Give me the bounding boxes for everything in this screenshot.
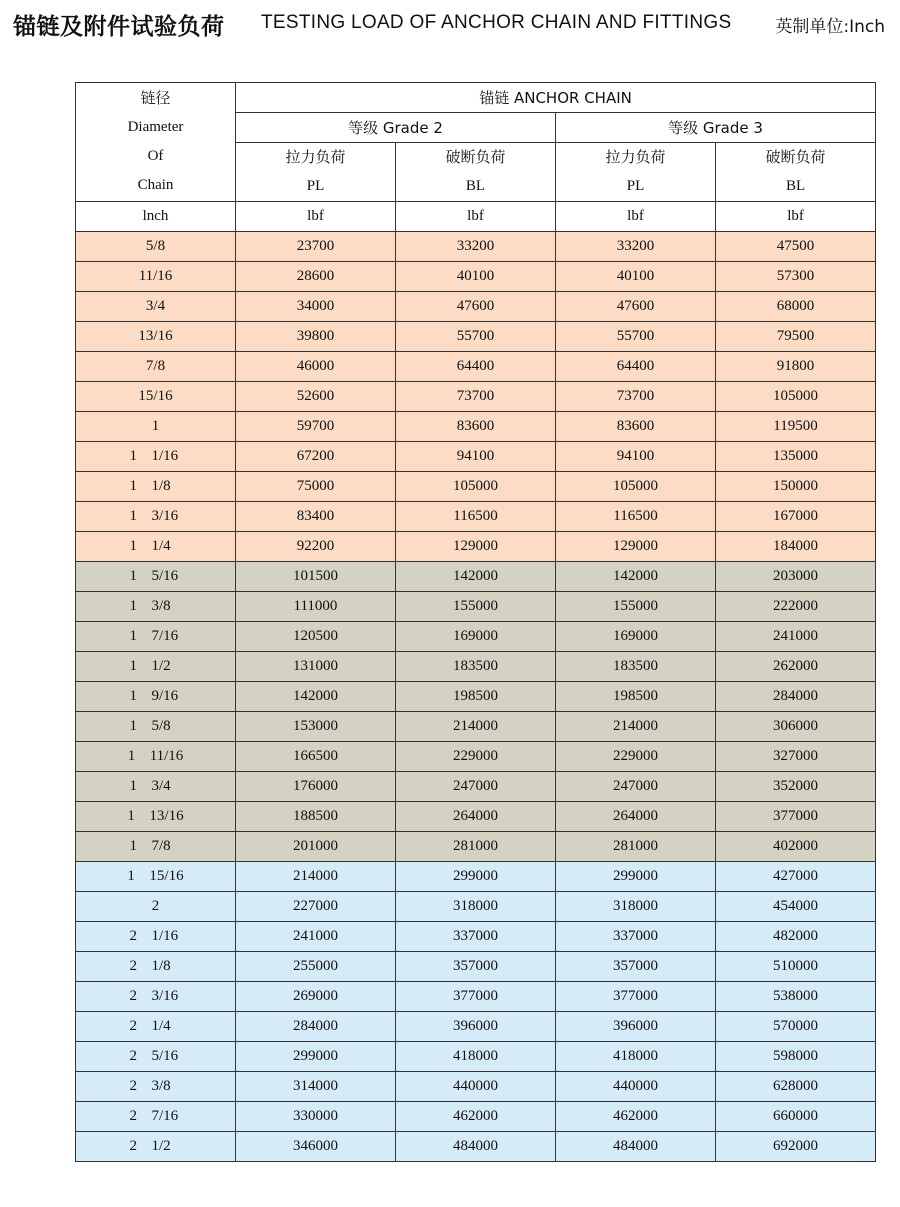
grade2-bl-cell: 40100 — [396, 262, 556, 292]
grade2-pl-cell: 299000 — [236, 1042, 396, 1072]
grade2-pl-cell: 92200 — [236, 532, 396, 562]
grade3-bl-cell: 510000 — [716, 952, 876, 982]
table-row — [76, 412, 876, 442]
grade2-pl-cell: 241000 — [236, 922, 396, 952]
title-english: TESTING LOAD OF ANCHOR CHAIN AND FITTINGS — [261, 12, 732, 33]
grade2-pl-cell: 34000 — [236, 292, 396, 322]
diameter-fraction: 15/16 — [138, 388, 173, 404]
grade2-pl-cell: 201000 — [236, 832, 396, 862]
grade3-bl-cell: 203000 — [716, 562, 876, 592]
grade2-bl-cell: 64400 — [396, 352, 556, 382]
grade3-bl-cell: 57300 — [716, 262, 876, 292]
grade2-bl-cell: 396000 — [396, 1012, 556, 1042]
diameter-cell — [76, 802, 236, 832]
grade3-bl-cell: 692000 — [716, 1132, 876, 1162]
grade3-pl-header — [556, 143, 716, 202]
diameter-whole: 2 — [129, 1048, 137, 1064]
diameter-fraction: 1/2 — [151, 1138, 171, 1154]
diameter-fraction: 13/16 — [149, 808, 184, 824]
grade2-bl-cell: 94100 — [396, 442, 556, 472]
grade3-bl-cell: 306000 — [716, 712, 876, 742]
diameter-cell — [76, 682, 236, 712]
table-row — [76, 922, 876, 952]
diameter-whole: 1 — [129, 568, 137, 584]
grade2-bl-cell: 281000 — [396, 832, 556, 862]
diameter-cell — [76, 292, 236, 322]
grade2-pl-header — [236, 143, 396, 202]
diameter-cell — [76, 1072, 236, 1102]
grade3-header: 等级 Grade 3 — [556, 113, 876, 143]
grade3-pl-cell: 129000 — [556, 532, 716, 562]
grade2-bl-cell: 318000 — [396, 892, 556, 922]
diameter-fraction: 5/16 — [151, 1048, 179, 1064]
grade3-pl-cell: 418000 — [556, 1042, 716, 1072]
grade2-bl-cell: 377000 — [396, 982, 556, 1012]
grade3-bl-cell: 150000 — [716, 472, 876, 502]
grade2-pl-cell: 120500 — [236, 622, 396, 652]
table-row — [76, 322, 876, 352]
diameter-cell — [76, 592, 236, 622]
grade2-pl-cell: 330000 — [236, 1102, 396, 1132]
grade3-pl-cell: 142000 — [556, 562, 716, 592]
grade2-bl-cell: 357000 — [396, 952, 556, 982]
diameter-cell — [76, 742, 236, 772]
diameter-whole: 2 — [129, 958, 137, 974]
diameter-header — [76, 83, 236, 202]
grade2-pl-cell: 227000 — [236, 892, 396, 922]
grade2-bl-cell: 169000 — [396, 622, 556, 652]
diameter-header-en-2: Of — [147, 148, 164, 164]
table-row — [76, 472, 876, 502]
grade2-bl-cell: 462000 — [396, 1102, 556, 1132]
grade3-bl-cell: 184000 — [716, 532, 876, 562]
diameter-cell — [76, 1132, 236, 1162]
diameter-whole: 1 — [129, 478, 137, 494]
diameter-fraction: 7/16 — [151, 1108, 179, 1124]
diameter-whole: 2 — [129, 1138, 137, 1154]
grade2-bl-cell: 105000 — [396, 472, 556, 502]
diameter-fraction: 1/4 — [151, 538, 171, 554]
diameter-cell — [76, 982, 236, 1012]
diameter-fraction: 1/8 — [151, 958, 171, 974]
diameter-fraction: 11/16 — [149, 748, 184, 764]
grade3-pl-cell: 281000 — [556, 832, 716, 862]
grade2-pl-cell: 59700 — [236, 412, 396, 442]
grade3-pl-cell: 440000 — [556, 1072, 716, 1102]
diameter-whole: 1 — [129, 448, 137, 464]
grade2-pl-cell: 111000 — [236, 592, 396, 622]
diameter-whole: 2 — [151, 898, 160, 914]
diameter-whole: 1 — [129, 598, 137, 614]
diameter-fraction: 3/8 — [151, 598, 171, 614]
unit-load: lbf — [716, 202, 876, 232]
grade2-pl-cell: 176000 — [236, 772, 396, 802]
diameter-fraction: 5/16 — [151, 568, 179, 584]
bl-en-label: BL — [785, 178, 806, 194]
diameter-cell — [76, 622, 236, 652]
grade3-pl-cell: 484000 — [556, 1132, 716, 1162]
diameter-fraction: 7/8 — [145, 358, 166, 374]
bl-cn-label: 破断负荷 — [765, 148, 826, 166]
unit-label: 英制单位:Inch — [775, 17, 885, 37]
grade3-pl-cell: 229000 — [556, 742, 716, 772]
grade3-pl-cell: 94100 — [556, 442, 716, 472]
grade2-bl-cell: 299000 — [396, 862, 556, 892]
grade2-bl-cell: 129000 — [396, 532, 556, 562]
diameter-cell — [76, 442, 236, 472]
grade3-bl-cell: 598000 — [716, 1042, 876, 1072]
grade2-bl-cell: 264000 — [396, 802, 556, 832]
grade2-bl-cell: 47600 — [396, 292, 556, 322]
diameter-whole: 1 — [129, 508, 137, 524]
diameter-whole: 1 — [127, 808, 135, 824]
table-row — [76, 712, 876, 742]
diameter-cell — [76, 262, 236, 292]
diameter-fraction: 3/4 — [145, 298, 166, 314]
table-row — [76, 1132, 876, 1162]
diameter-header-en-1: Diameter — [127, 119, 184, 135]
grade2-pl-cell: 214000 — [236, 862, 396, 892]
diameter-fraction: 1/16 — [151, 448, 179, 464]
grade3-bl-cell: 454000 — [716, 892, 876, 922]
grade3-pl-cell: 116500 — [556, 502, 716, 532]
grade2-pl-cell: 46000 — [236, 352, 396, 382]
table-row — [76, 532, 876, 562]
grade3-pl-cell: 198500 — [556, 682, 716, 712]
diameter-cell — [76, 412, 236, 442]
grade3-bl-cell: 91800 — [716, 352, 876, 382]
grade2-bl-cell: 247000 — [396, 772, 556, 802]
diameter-cell — [76, 382, 236, 412]
page-header — [13, 6, 885, 40]
diameter-cell — [76, 772, 236, 802]
table-row — [76, 652, 876, 682]
diameter-whole: 2 — [129, 1108, 137, 1124]
diameter-cell — [76, 922, 236, 952]
diameter-whole: 1 — [129, 778, 137, 794]
grade2-bl-cell: 484000 — [396, 1132, 556, 1162]
grade3-pl-cell: 105000 — [556, 472, 716, 502]
pl-en-label: PL — [306, 178, 325, 194]
table-row — [76, 442, 876, 472]
table-row — [76, 802, 876, 832]
pl-en-label: PL — [626, 178, 645, 194]
diameter-whole: 1 — [129, 718, 137, 734]
grade2-pl-cell: 39800 — [236, 322, 396, 352]
table-row — [76, 742, 876, 772]
diameter-fraction: 1/2 — [151, 658, 171, 674]
diameter-fraction: 9/16 — [151, 688, 179, 704]
diameter-whole: 2 — [129, 988, 137, 1004]
grade3-pl-cell: 357000 — [556, 952, 716, 982]
unit-load: lbf — [396, 202, 556, 232]
grade3-pl-cell: 83600 — [556, 412, 716, 442]
grade2-pl-cell: 75000 — [236, 472, 396, 502]
table-row — [76, 382, 876, 412]
grade2-pl-cell: 83400 — [236, 502, 396, 532]
unit-load: lbf — [556, 202, 716, 232]
grade2-bl-cell: 440000 — [396, 1072, 556, 1102]
grade2-bl-cell: 418000 — [396, 1042, 556, 1072]
pl-cn-label: 拉力负荷 — [285, 148, 346, 166]
diameter-cell — [76, 352, 236, 382]
grade2-pl-cell: 269000 — [236, 982, 396, 1012]
unit-diameter: lnch — [76, 202, 236, 232]
grade3-pl-cell: 318000 — [556, 892, 716, 922]
grade2-pl-cell: 131000 — [236, 652, 396, 682]
grade2-pl-cell: 67200 — [236, 442, 396, 472]
table-row — [76, 772, 876, 802]
diameter-fraction: 7/8 — [151, 838, 171, 854]
grade3-bl-cell: 570000 — [716, 1012, 876, 1042]
grade2-bl-cell: 198500 — [396, 682, 556, 712]
table-row — [76, 952, 876, 982]
table-row — [76, 232, 876, 262]
grade2-pl-cell: 314000 — [236, 1072, 396, 1102]
diameter-header-cn: 链径 — [140, 89, 171, 107]
table-row — [76, 502, 876, 532]
table-row — [76, 592, 876, 622]
table-row — [76, 1102, 876, 1132]
diameter-fraction: 1/8 — [151, 478, 171, 494]
bl-cn-label: 破断负荷 — [445, 148, 506, 166]
grade3-bl-cell: 327000 — [716, 742, 876, 772]
grade2-bl-cell: 73700 — [396, 382, 556, 412]
grade2-pl-cell: 346000 — [236, 1132, 396, 1162]
grade2-bl-cell: 116500 — [396, 502, 556, 532]
diameter-fraction: 1/16 — [151, 928, 179, 944]
table-row — [76, 892, 876, 922]
diameter-whole: 1 — [129, 688, 137, 704]
diameter-cell — [76, 562, 236, 592]
grade2-pl-cell: 101500 — [236, 562, 396, 592]
diameter-cell — [76, 952, 236, 982]
grade2-bl-cell: 337000 — [396, 922, 556, 952]
grade2-bl-cell: 142000 — [396, 562, 556, 592]
grade3-pl-cell: 40100 — [556, 262, 716, 292]
diameter-whole: 1 — [127, 748, 136, 764]
grade2-bl-cell: 229000 — [396, 742, 556, 772]
diameter-cell — [76, 532, 236, 562]
grade3-pl-cell: 377000 — [556, 982, 716, 1012]
anchor-chain-load-table — [75, 82, 876, 1162]
diameter-cell — [76, 1012, 236, 1042]
table-row — [76, 1012, 876, 1042]
diameter-fraction: 3/16 — [151, 988, 179, 1004]
grade3-pl-cell: 155000 — [556, 592, 716, 622]
table-row — [76, 832, 876, 862]
grade3-pl-cell: 33200 — [556, 232, 716, 262]
grade2-pl-cell: 284000 — [236, 1012, 396, 1042]
diameter-fraction: 3/8 — [151, 1078, 171, 1094]
diameter-cell — [76, 832, 236, 862]
diameter-whole: 1 — [127, 868, 135, 884]
diameter-cell — [76, 892, 236, 922]
diameter-whole: 1 — [151, 418, 160, 434]
pl-cn-label: 拉力负荷 — [605, 148, 666, 166]
diameter-header-en-3: Chain — [137, 177, 174, 193]
diameter-cell — [76, 1102, 236, 1132]
grade3-bl-cell: 538000 — [716, 982, 876, 1012]
title-chinese: 锚链及附件试验负荷 — [13, 14, 225, 40]
grade3-pl-cell: 64400 — [556, 352, 716, 382]
grade3-bl-cell: 660000 — [716, 1102, 876, 1132]
grade3-bl-cell: 377000 — [716, 802, 876, 832]
grade3-bl-cell: 402000 — [716, 832, 876, 862]
diameter-cell — [76, 472, 236, 502]
grade2-pl-cell: 142000 — [236, 682, 396, 712]
grade3-bl-header — [716, 143, 876, 202]
grade3-pl-cell: 299000 — [556, 862, 716, 892]
grade2-pl-cell: 153000 — [236, 712, 396, 742]
table-row — [76, 622, 876, 652]
diameter-fraction: 5/8 — [145, 238, 166, 254]
grade3-bl-cell: 284000 — [716, 682, 876, 712]
grade3-pl-cell: 264000 — [556, 802, 716, 832]
grade3-pl-cell: 73700 — [556, 382, 716, 412]
grade3-bl-cell: 222000 — [716, 592, 876, 622]
table-row — [76, 1042, 876, 1072]
grade3-bl-cell: 262000 — [716, 652, 876, 682]
grade2-bl-header — [396, 143, 556, 202]
grade3-pl-cell: 247000 — [556, 772, 716, 802]
table-row — [76, 562, 876, 592]
grade3-pl-cell: 47600 — [556, 292, 716, 322]
diameter-whole: 1 — [129, 658, 137, 674]
grade3-bl-cell: 79500 — [716, 322, 876, 352]
table-row — [76, 262, 876, 292]
grade2-pl-cell: 52600 — [236, 382, 396, 412]
table-row — [76, 352, 876, 382]
grade2-header: 等级 Grade 2 — [236, 113, 556, 143]
table-row — [76, 1072, 876, 1102]
grade2-pl-cell: 28600 — [236, 262, 396, 292]
table-row — [76, 292, 876, 322]
grade2-bl-cell: 155000 — [396, 592, 556, 622]
grade2-pl-cell: 255000 — [236, 952, 396, 982]
diameter-cell — [76, 652, 236, 682]
diameter-fraction: 3/16 — [151, 508, 179, 524]
grade3-bl-cell: 628000 — [716, 1072, 876, 1102]
diameter-cell — [76, 322, 236, 352]
grade3-pl-cell: 183500 — [556, 652, 716, 682]
grade3-pl-cell: 169000 — [556, 622, 716, 652]
diameter-fraction: 7/16 — [151, 628, 179, 644]
diameter-fraction: 11/16 — [138, 268, 173, 284]
grade3-pl-cell: 396000 — [556, 1012, 716, 1042]
diameter-whole: 1 — [129, 628, 137, 644]
grade3-pl-cell: 462000 — [556, 1102, 716, 1132]
diameter-whole: 2 — [129, 1018, 137, 1034]
grade2-pl-cell: 166500 — [236, 742, 396, 772]
grade3-bl-cell: 105000 — [716, 382, 876, 412]
diameter-cell — [76, 502, 236, 532]
diameter-fraction: 5/8 — [151, 718, 171, 734]
grade3-pl-cell: 337000 — [556, 922, 716, 952]
grade3-bl-cell: 241000 — [716, 622, 876, 652]
grade3-bl-cell: 482000 — [716, 922, 876, 952]
unit-load: lbf — [236, 202, 396, 232]
diameter-cell — [76, 862, 236, 892]
grade2-bl-cell: 214000 — [396, 712, 556, 742]
grade3-bl-cell: 47500 — [716, 232, 876, 262]
grade3-pl-cell: 55700 — [556, 322, 716, 352]
grade2-bl-cell: 33200 — [396, 232, 556, 262]
grade3-pl-cell: 214000 — [556, 712, 716, 742]
diameter-whole: 2 — [129, 928, 137, 944]
table-row — [76, 862, 876, 892]
grade2-bl-cell: 183500 — [396, 652, 556, 682]
grade2-bl-cell: 55700 — [396, 322, 556, 352]
table-row — [76, 982, 876, 1012]
grade3-bl-cell: 352000 — [716, 772, 876, 802]
diameter-cell — [76, 712, 236, 742]
table-row — [76, 682, 876, 712]
diameter-fraction: 15/16 — [149, 868, 184, 884]
diameter-cell — [76, 232, 236, 262]
diameter-whole: 2 — [129, 1078, 137, 1094]
grade2-pl-cell: 188500 — [236, 802, 396, 832]
diameter-cell — [76, 1042, 236, 1072]
grade3-bl-cell: 119500 — [716, 412, 876, 442]
grade2-pl-cell: 23700 — [236, 232, 396, 262]
diameter-fraction: 3/4 — [151, 778, 171, 794]
diameter-whole: 1 — [129, 838, 137, 854]
grade3-bl-cell: 427000 — [716, 862, 876, 892]
diameter-fraction: 13/16 — [138, 328, 173, 344]
bl-en-label: BL — [465, 178, 486, 194]
grade3-bl-cell: 68000 — [716, 292, 876, 322]
diameter-fraction: 1/4 — [151, 1018, 171, 1034]
grade3-bl-cell: 135000 — [716, 442, 876, 472]
diameter-whole: 1 — [129, 538, 137, 554]
anchor-chain-header: 锚链 ANCHOR CHAIN — [236, 83, 876, 113]
grade3-bl-cell: 167000 — [716, 502, 876, 532]
grade2-bl-cell: 83600 — [396, 412, 556, 442]
